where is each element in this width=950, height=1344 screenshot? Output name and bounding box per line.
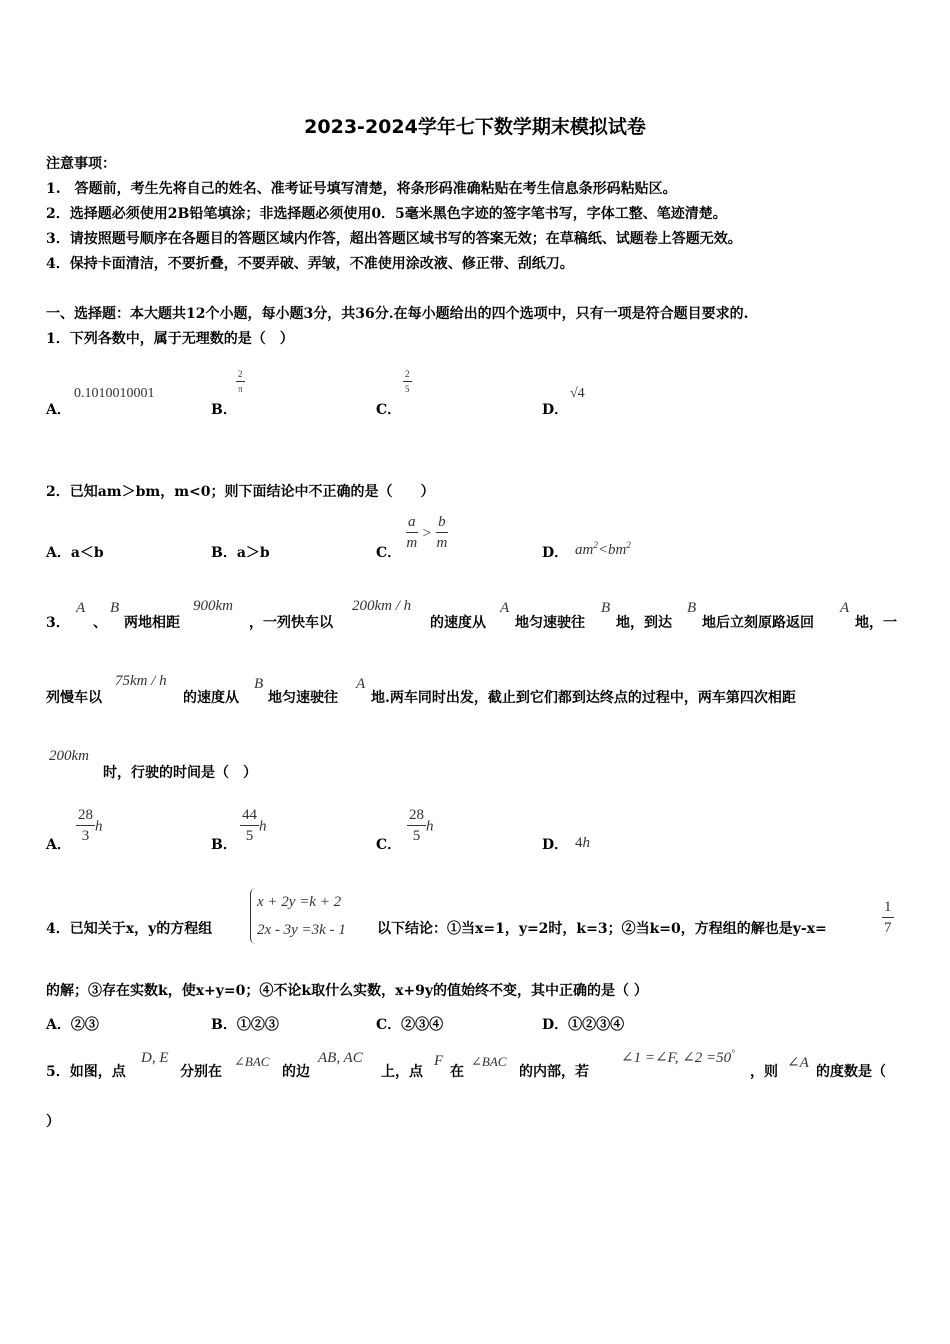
q4-option-c: C．②③④ — [376, 1017, 444, 1033]
q5-math: D, E — [141, 1050, 169, 1066]
q2-option-c-label: C． — [376, 545, 402, 561]
q5-math: ∠A — [787, 1055, 809, 1071]
question-1-stem: 1．下列各数中，属于无理数的是（ ） — [46, 331, 294, 347]
q5-text: 在 — [450, 1064, 464, 1080]
q4-text: 以下结论：①当x=1，y=2时，k=3；②当k=0，方程组的解也是y-x= — [377, 921, 827, 937]
q4-text: 的解；③存在实数k，使x+y=0；④不论k取什么实数，x+9y的值始终不变，其中正确的是（ ） — [46, 983, 648, 999]
q3-var: A — [356, 676, 366, 692]
q3-math: 900km — [193, 598, 233, 614]
question-3-number: 3． — [46, 615, 70, 631]
q5-math: AB, AC — [318, 1050, 363, 1066]
q3-text: 列慢车以 — [46, 690, 102, 706]
q3-text: 地，一 — [855, 615, 897, 631]
q4-equation-system: x + 2y =k + 2 2x - 3y =3k - 1 — [250, 888, 346, 944]
q4-option-d: D．①②③④ — [542, 1017, 625, 1033]
q3-text: 地匀速驶往 — [268, 690, 338, 706]
q2-option-a: A．a＜b — [46, 545, 104, 561]
q3-text: 地.两车同时出发，截止到它们都到达终点的过程中，两车第四次相距 — [371, 690, 796, 706]
q3-var: B — [687, 600, 697, 616]
q1-option-a-label: A． — [46, 402, 71, 418]
q3-option-b-math: $\frac{44}{5}$ h — [242, 807, 267, 844]
q3-text: 地匀速驶往 — [515, 615, 585, 631]
q3-text: 两地相距 — [124, 615, 180, 631]
q1-option-d-label: D． — [542, 402, 569, 418]
q3-text: 地，到达 — [616, 615, 672, 631]
section-heading: 一、选择题：本大题共12个小题，每小题3分，共36分.在每小题给出的四个选项中，只有一项是符合题目要求的. — [46, 306, 749, 322]
q3-option-a-label: A． — [46, 837, 71, 853]
q3-text: ，一列快车以 — [249, 615, 333, 631]
q3-text: 的速度从 — [430, 615, 486, 631]
q3-option-c-label: C． — [376, 837, 402, 853]
question-5-stem: 5．如图，点 — [46, 1064, 126, 1080]
q3-option-c-math: $\frac{28}{5}$ h — [409, 807, 434, 844]
q2-option-c-math: $\frac{a}{m}$ > $\frac{b}{m}$ — [406, 514, 448, 551]
q3-option-a-math: $\frac{28}{3}$ h — [78, 807, 103, 844]
q2-option-d-label: D． — [542, 545, 569, 561]
q3-var: A — [840, 600, 850, 616]
page-title: 2023-2024学年七下数学期末模拟试卷 — [304, 116, 646, 138]
q3-option-d-math: 4h — [575, 835, 590, 851]
q1-option-c-fraction: $\frac{2}{5}$ — [405, 369, 410, 394]
q4-fraction: $\frac{1}{7}$ — [884, 899, 892, 936]
q5-text: 分别在 — [180, 1064, 222, 1080]
q5-math: ∠BAC — [471, 1054, 507, 1069]
q3-text: 时，行驶的时间是（ ） — [103, 765, 257, 781]
q4-option-b: B．①②③ — [211, 1017, 279, 1033]
notice-item: 4．保持卡面清洁，不要折叠，不要弄破、弄皱，不准使用涂改液、修正带、刮纸刀。 — [46, 256, 574, 272]
q2-option-b: B．a＞b — [211, 545, 270, 561]
q3-option-d-label: D． — [542, 837, 569, 853]
question-2-stem: 2．已知am＞bm，m<0；则下面结论中不正确的是（ ） — [46, 484, 435, 500]
q3-var: A — [500, 600, 510, 616]
q3-var: B — [601, 600, 611, 616]
notice-heading: 注意事项： — [46, 156, 116, 172]
q3-text: 、 — [93, 615, 107, 631]
notice-item: 1. 答题前，考生先将自己的姓名、准考证号填写清楚，将条形码准确粘贴在考生信息条形码粘贴区。 — [46, 181, 677, 197]
q5-text: ） — [46, 1114, 60, 1130]
q4-option-a: A．②③ — [46, 1017, 99, 1033]
q3-var: B — [110, 600, 120, 616]
q3-var: B — [254, 676, 264, 692]
q5-text: ，则 — [750, 1064, 778, 1080]
q3-text: 地后立刻原路返回 — [702, 615, 814, 631]
q1-option-d-value: √4 — [570, 386, 585, 401]
q5-math: ∠BAC — [234, 1054, 270, 1069]
q1-option-a-value: 0.1010010001 — [74, 386, 155, 401]
q5-math: F — [434, 1053, 444, 1069]
q5-text: 的度数是（ — [816, 1064, 886, 1080]
q2-option-d-math: $am^2<bm^2$ — [575, 540, 631, 558]
notice-item: 2．选择题必须使用2B铅笔填涂；非选择题必须使用0．5毫米黑色字迹的签字笔书写，字体工整、笔迹清楚。 — [46, 206, 727, 222]
notice-item: 3．请按照题号顺序在各题目的答题区域内作答，超出答题区域书写的答案无效；在草稿纸、试题卷上答题无效。 — [46, 231, 742, 247]
q5-math: ∠1 =∠F, ∠2 =50° — [621, 1048, 735, 1066]
q3-math: 200km — [49, 748, 89, 764]
question-4-stem: 4．已知关于x，y的方程组 — [46, 921, 213, 937]
q1-option-c-label: C． — [376, 402, 402, 418]
q5-text: 的边 — [282, 1064, 310, 1080]
q3-var: A — [76, 600, 86, 616]
q1-option-b-label: B． — [211, 402, 237, 418]
q5-text: 上，点 — [381, 1064, 423, 1080]
q3-math: 200km / h — [352, 598, 412, 614]
q3-text: 的速度从 — [183, 690, 239, 706]
q3-option-b-label: B． — [211, 837, 237, 853]
q1-option-b-fraction: $\frac{2}{\pi}$ — [237, 369, 243, 394]
q5-text: 的内部，若 — [519, 1064, 589, 1080]
q3-math: 75km / h — [115, 673, 167, 689]
